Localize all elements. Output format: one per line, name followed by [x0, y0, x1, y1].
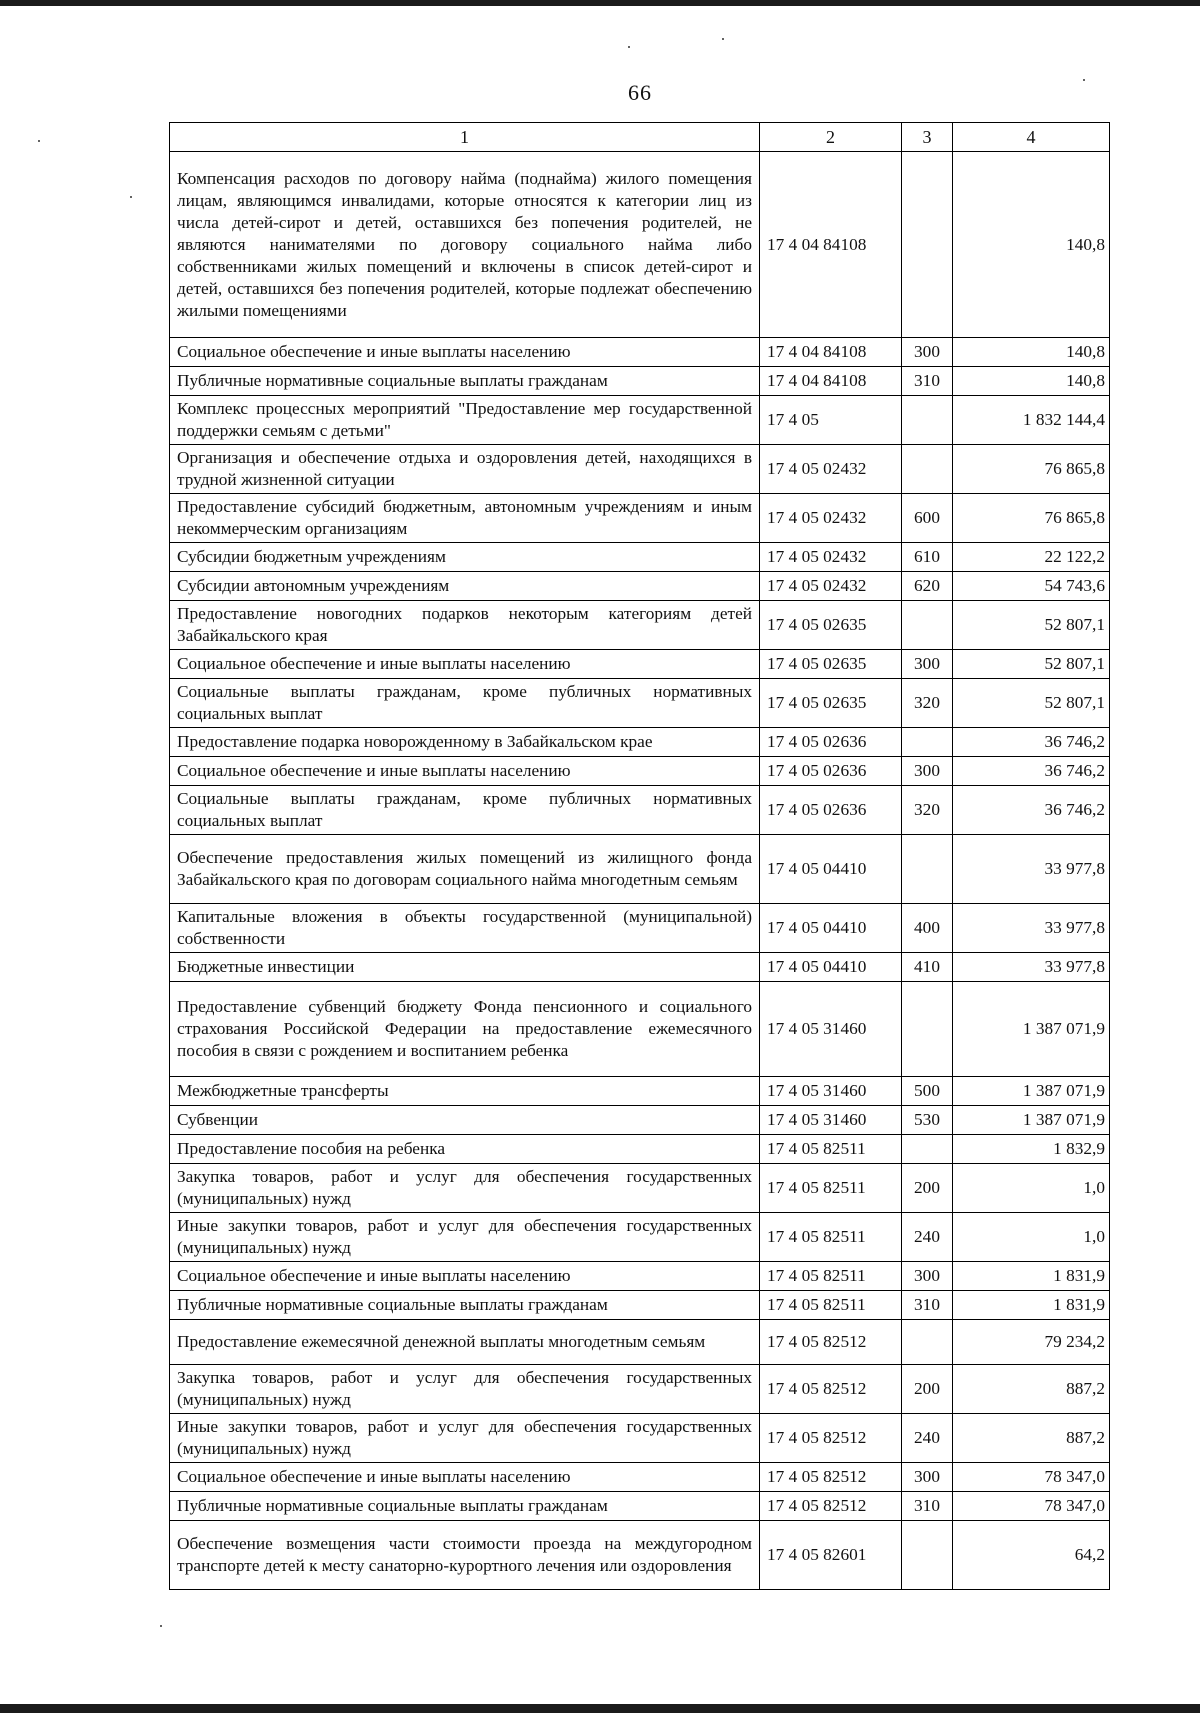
- cell-code: 17 4 05 31460: [760, 1077, 902, 1106]
- table-row: [170, 494, 1110, 543]
- cell-amount: 54 743,6: [953, 572, 1110, 601]
- cell-type: 310: [902, 367, 953, 396]
- scan-speck: [628, 46, 630, 48]
- cell-name: Социальные выплаты гражданам, кроме публичных нормативных социальных выплат: [170, 679, 760, 728]
- cell-type: 320: [902, 679, 953, 728]
- cell-name: Предоставление новогодних подарков некоторым категориям детей Забайкальского края: [170, 601, 760, 650]
- cell-code: 17 4 04 84108: [760, 338, 902, 367]
- cell-amount: 33 977,8: [953, 953, 1110, 982]
- cell-name: Социальное обеспечение и иные выплаты населению: [170, 1463, 760, 1492]
- scan-speck: [722, 38, 724, 40]
- cell-type: 310: [902, 1291, 953, 1320]
- cell-amount: 140,8: [953, 152, 1110, 338]
- table-row: [170, 757, 1110, 786]
- cell-code: 17 4 05 82512: [760, 1365, 902, 1414]
- cell-code: 17 4 05 04410: [760, 904, 902, 953]
- table-row: [170, 396, 1110, 445]
- column-header-2: 2: [760, 123, 902, 152]
- cell-type: 410: [902, 953, 953, 982]
- cell-name: Бюджетные инвестиции: [170, 953, 760, 982]
- table-row: [170, 1291, 1110, 1320]
- table-row: [170, 601, 1110, 650]
- cell-type: [902, 982, 953, 1077]
- column-header-1: 1: [170, 123, 760, 152]
- cell-type: 300: [902, 338, 953, 367]
- cell-code: 17 4 05 02636: [760, 757, 902, 786]
- cell-code: 17 4 05 04410: [760, 953, 902, 982]
- cell-name: Компенсация расходов по договору найма (поднайма) жилого помещения лицам, являющимся инвалидами, которые относятся к категории лиц из числа детей-сирот и детей, оставшихся без попечения родителей, не являются нанимателями по договору социального найма либо собственниками жилых помещений и включены в список детей-сирот и детей, оставшихся без попечения родителей, которые подлежат обеспечению жилыми помещениями: [170, 152, 760, 338]
- cell-amount: 79 234,2: [953, 1320, 1110, 1365]
- table-row: [170, 1077, 1110, 1106]
- cell-amount: 78 347,0: [953, 1492, 1110, 1521]
- cell-amount: 33 977,8: [953, 835, 1110, 904]
- scan-speck: [1083, 79, 1085, 81]
- table-row: [170, 1492, 1110, 1521]
- cell-code: 17 4 04 84108: [760, 152, 902, 338]
- cell-type: 300: [902, 757, 953, 786]
- cell-amount: 140,8: [953, 338, 1110, 367]
- cell-amount: 1 832 144,4: [953, 396, 1110, 445]
- column-header-3: 3: [902, 123, 953, 152]
- table-row: [170, 152, 1110, 338]
- cell-name: Социальное обеспечение и иные выплаты населению: [170, 1262, 760, 1291]
- cell-type: [902, 152, 953, 338]
- table-row: [170, 1164, 1110, 1213]
- cell-type: 240: [902, 1213, 953, 1262]
- cell-name: Публичные нормативные социальные выплаты гражданам: [170, 367, 760, 396]
- page-number: 66: [628, 80, 652, 105]
- cell-amount: 1 831,9: [953, 1262, 1110, 1291]
- cell-amount: 140,8: [953, 367, 1110, 396]
- cell-type: 610: [902, 543, 953, 572]
- table-row: [170, 835, 1110, 904]
- cell-name: Закупка товаров, работ и услуг для обеспечения государственных (муниципальных) нужд: [170, 1164, 760, 1213]
- cell-code: 17 4 04 84108: [760, 367, 902, 396]
- cell-name: Капитальные вложения в объекты государственной (муниципальной) собственности: [170, 904, 760, 953]
- cell-code: 17 4 05 02636: [760, 728, 902, 757]
- cell-name: Межбюджетные трансферты: [170, 1077, 760, 1106]
- cell-name: Иные закупки товаров, работ и услуг для обеспечения государственных (муниципальных) нужд: [170, 1213, 760, 1262]
- cell-amount: 78 347,0: [953, 1463, 1110, 1492]
- column-header-4: 4: [953, 123, 1110, 152]
- table-row: [170, 1414, 1110, 1463]
- table-row: [170, 367, 1110, 396]
- cell-code: 17 4 05 02432: [760, 572, 902, 601]
- cell-type: 310: [902, 1492, 953, 1521]
- cell-amount: 76 865,8: [953, 445, 1110, 494]
- table-body: [170, 152, 1110, 1590]
- cell-code: 17 4 05 02432: [760, 494, 902, 543]
- cell-type: 400: [902, 904, 953, 953]
- cell-code: 17 4 05 82511: [760, 1164, 902, 1213]
- table-row: [170, 786, 1110, 835]
- cell-name: Предоставление ежемесячной денежной выплаты многодетным семьям: [170, 1320, 760, 1365]
- table-header: [170, 123, 1110, 152]
- cell-code: 17 4 05 82511: [760, 1213, 902, 1262]
- cell-name: Предоставление субвенций бюджету Фонда пенсионного и социального страхования Российской Федерации на предоставление ежемесячного пособия в связи с рождением и воспитанием ребенка: [170, 982, 760, 1077]
- cell-type: [902, 835, 953, 904]
- cell-type: 500: [902, 1077, 953, 1106]
- cell-amount: 1 387 071,9: [953, 982, 1110, 1077]
- cell-amount: 887,2: [953, 1414, 1110, 1463]
- table-row: [170, 1521, 1110, 1590]
- cell-amount: 1 387 071,9: [953, 1106, 1110, 1135]
- table-row: [170, 650, 1110, 679]
- cell-type: 620: [902, 572, 953, 601]
- cell-code: 17 4 05 82512: [760, 1463, 902, 1492]
- cell-name: Иные закупки товаров, работ и услуг для обеспечения государственных (муниципальных) нужд: [170, 1414, 760, 1463]
- cell-code: 17 4 05 82511: [760, 1135, 902, 1164]
- cell-code: 17 4 05 82511: [760, 1291, 902, 1320]
- cell-type: [902, 1320, 953, 1365]
- cell-name: Предоставление подарка новорожденному в Забайкальском крае: [170, 728, 760, 757]
- cell-amount: 887,2: [953, 1365, 1110, 1414]
- scan-edge-bottom: [0, 1704, 1200, 1713]
- cell-code: 17 4 05 02432: [760, 543, 902, 572]
- cell-name: Закупка товаров, работ и услуг для обеспечения государственных (муниципальных) нужд: [170, 1365, 760, 1414]
- cell-name: Комплекс процессных мероприятий "Предоставление мер государственной поддержки семьям с детьми": [170, 396, 760, 445]
- cell-name: Субсидии автономным учреждениям: [170, 572, 760, 601]
- header-row: [170, 123, 1110, 152]
- cell-type: [902, 1135, 953, 1164]
- table-row: [170, 1213, 1110, 1262]
- table-row: [170, 1463, 1110, 1492]
- cell-name: Предоставление пособия на ребенка: [170, 1135, 760, 1164]
- cell-type: 300: [902, 1262, 953, 1291]
- cell-type: 200: [902, 1365, 953, 1414]
- cell-name: Субсидии бюджетным учреждениям: [170, 543, 760, 572]
- cell-amount: 64,2: [953, 1521, 1110, 1590]
- cell-code: 17 4 05 82601: [760, 1521, 902, 1590]
- cell-code: 17 4 05 02432: [760, 445, 902, 494]
- cell-name: Публичные нормативные социальные выплаты гражданам: [170, 1492, 760, 1521]
- table-row: [170, 1106, 1110, 1135]
- cell-name: Предоставление субсидий бюджетным, автономным учреждениям и иным некоммерческим организациям: [170, 494, 760, 543]
- cell-code: 17 4 05 02635: [760, 679, 902, 728]
- cell-code: 17 4 05 02636: [760, 786, 902, 835]
- cell-code: 17 4 05 82511: [760, 1262, 902, 1291]
- cell-type: 320: [902, 786, 953, 835]
- cell-code: 17 4 05 02635: [760, 601, 902, 650]
- cell-name: Организация и обеспечение отдыха и оздоровления детей, находящихся в трудной жизненной ситуации: [170, 445, 760, 494]
- scan-speck: [160, 1625, 162, 1627]
- table-row: [170, 543, 1110, 572]
- cell-amount: 52 807,1: [953, 601, 1110, 650]
- cell-code: 17 4 05 31460: [760, 1106, 902, 1135]
- table-row: [170, 338, 1110, 367]
- table-row: [170, 728, 1110, 757]
- cell-name: Социальное обеспечение и иные выплаты населению: [170, 757, 760, 786]
- cell-name: Обеспечение возмещения части стоимости проезда на междугородном транспорте детей к месту санаторно-курортного лечения или оздоровления: [170, 1521, 760, 1590]
- cell-name: Субвенции: [170, 1106, 760, 1135]
- scan-edge-top: [0, 0, 1200, 6]
- cell-amount: 52 807,1: [953, 679, 1110, 728]
- cell-name: Публичные нормативные социальные выплаты гражданам: [170, 1291, 760, 1320]
- cell-amount: 1 832,9: [953, 1135, 1110, 1164]
- cell-type: [902, 396, 953, 445]
- table-row: [170, 572, 1110, 601]
- cell-type: 300: [902, 1463, 953, 1492]
- cell-amount: 33 977,8: [953, 904, 1110, 953]
- cell-code: 17 4 05: [760, 396, 902, 445]
- cell-amount: 36 746,2: [953, 757, 1110, 786]
- cell-name: Социальное обеспечение и иные выплаты населению: [170, 650, 760, 679]
- cell-type: 300: [902, 650, 953, 679]
- cell-type: [902, 601, 953, 650]
- budget-table: [169, 122, 1110, 1590]
- cell-amount: 76 865,8: [953, 494, 1110, 543]
- cell-amount: 36 746,2: [953, 786, 1110, 835]
- cell-amount: 1 387 071,9: [953, 1077, 1110, 1106]
- cell-code: 17 4 05 82512: [760, 1320, 902, 1365]
- scan-speck: [38, 140, 40, 142]
- table-row: [170, 1135, 1110, 1164]
- table-row: [170, 904, 1110, 953]
- cell-code: 17 4 05 82512: [760, 1492, 902, 1521]
- table-row: [170, 982, 1110, 1077]
- cell-type: 200: [902, 1164, 953, 1213]
- cell-name: Обеспечение предоставления жилых помещений из жилищного фонда Забайкальского края по договорам социального найма многодетным семьям: [170, 835, 760, 904]
- cell-code: 17 4 05 04410: [760, 835, 902, 904]
- table-row: [170, 1262, 1110, 1291]
- scan-speck: [130, 196, 132, 198]
- cell-type: 600: [902, 494, 953, 543]
- table-row: [170, 445, 1110, 494]
- table-row: [170, 953, 1110, 982]
- cell-amount: 22 122,2: [953, 543, 1110, 572]
- cell-amount: 1,0: [953, 1164, 1110, 1213]
- cell-code: 17 4 05 02635: [760, 650, 902, 679]
- cell-amount: 1,0: [953, 1213, 1110, 1262]
- cell-type: 240: [902, 1414, 953, 1463]
- cell-code: 17 4 05 82512: [760, 1414, 902, 1463]
- table-row: [170, 679, 1110, 728]
- cell-name: Социальное обеспечение и иные выплаты населению: [170, 338, 760, 367]
- table-row: [170, 1320, 1110, 1365]
- cell-type: [902, 1521, 953, 1590]
- cell-amount: 36 746,2: [953, 728, 1110, 757]
- cell-code: 17 4 05 31460: [760, 982, 902, 1077]
- cell-type: [902, 445, 953, 494]
- table-row: [170, 1365, 1110, 1414]
- cell-amount: 52 807,1: [953, 650, 1110, 679]
- cell-amount: 1 831,9: [953, 1291, 1110, 1320]
- cell-name: Социальные выплаты гражданам, кроме публичных нормативных социальных выплат: [170, 786, 760, 835]
- cell-type: 530: [902, 1106, 953, 1135]
- cell-type: [902, 728, 953, 757]
